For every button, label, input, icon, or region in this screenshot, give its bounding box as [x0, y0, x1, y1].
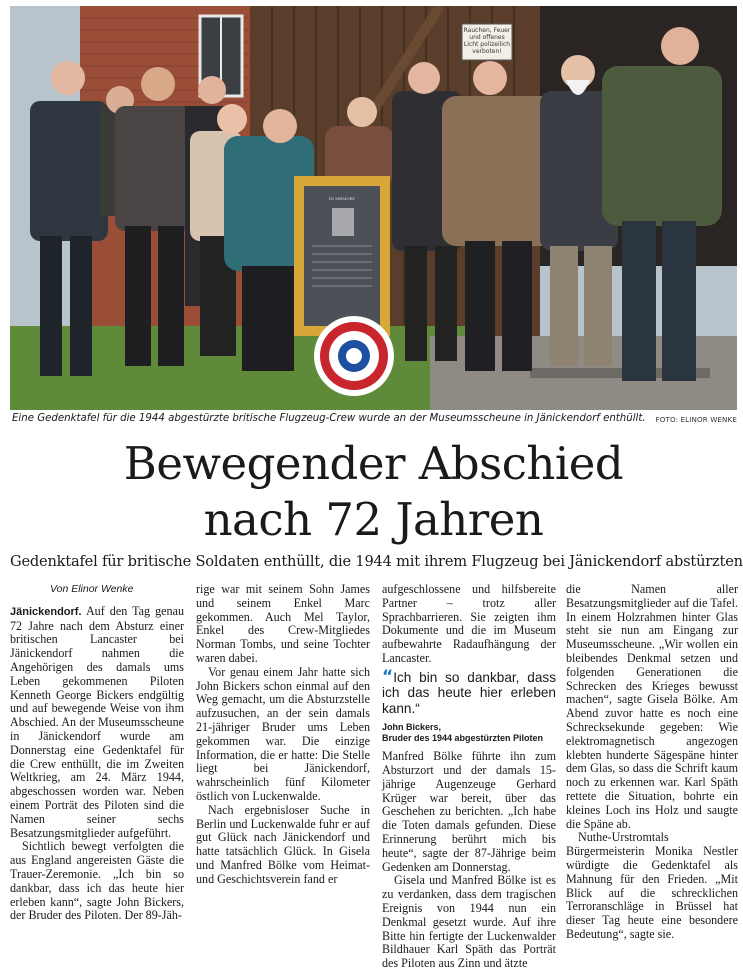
paragraph: Nach ergebnisloser Suche in Berlin und Luckenwalde fuhr er auf gut Glück nach Jänickendorf und hatte tatsächlich Glück. In Gisela und Manfred Bölke vom Heimat- und Geschichtsverein fand er [196, 802, 370, 886]
svg-text:Rauchen, Feuer: Rauchen, Feuer [463, 27, 511, 34]
pull-quote-role: Bruder des 1944 abgestürzten Piloten [382, 733, 544, 744]
wreath [314, 316, 394, 396]
memorial-group-photo [10, 6, 737, 410]
paragraph: Manfred Bölke führte ihn zum Absturzort und der damals 15-jährige Augenzeuge Gerhard Krüger war bereit, über das Geschehen zu berichten. „Ich habe die Toten damals gefunden. Diese Erinnerung berührt mich bis heute“, sagte der 87-Jährige beim Gedenken am Donnerstag. [382, 749, 556, 874]
warning-sign [462, 24, 512, 60]
paragraph: aufgeschlossene und hilfsbereite Partner – trotz aller Sprachbarrieren. Sie zeigten ihm Dokumente und die im Museum aufbewahrte Radaufhängung der Lancaster. [382, 582, 556, 665]
article-column-3 [382, 583, 556, 971]
article-column-2 [196, 583, 370, 887]
paragraph: Nuthe-Urstromtals Bürgermeisterin Monika Nestler würdigte die Gedenktafel als Mahnung für den Frieden. „Mit Blick auf die schrecklichen Terroranschläge in Brüssel hat dieser Tag heute eine besondere Bedeutung“, sagte sie. [566, 830, 738, 941]
article-column-4 [566, 583, 738, 942]
svg-text:verboten!: verboten! [472, 48, 502, 55]
pull-quote-name: John Bickers, [382, 722, 442, 733]
svg-text:Licht polizeilich: Licht polizeilich [463, 41, 511, 48]
article-column-1 [10, 583, 184, 923]
paragraph: rige war mit seinem Sohn James und seinem Enkel Marc gekommen. Auch Mel Taylor, Enkel des Crew-Mitgliedes Norman Tombs, und seine Tochter waren dabei. [196, 582, 370, 665]
pull-quote-text: “Ich bin so dankbar, dass ich das heute hier erleben kann.“ [382, 666, 556, 716]
svg-text:und offenes: und offenes [469, 34, 505, 41]
photo-caption: Eine Gedenktafel für die 1944 abgestürzte britische Flugzeug-Crew wurde an der Museumsscheune in Jänickendorf enthüllt. [12, 413, 646, 424]
photo-credit: FOTO: ELINOR WENKE [655, 415, 737, 424]
memorial-plaque [294, 176, 390, 336]
byline: Von Elinor Wenke [50, 583, 134, 595]
pull-quote [382, 666, 556, 745]
photo-caption-row [10, 413, 737, 429]
headline-line-2: nach 72 Jahren [203, 493, 544, 546]
article-photo [10, 6, 737, 410]
svg-text:IN MEMORY: IN MEMORY [328, 196, 356, 201]
paragraph: Sichtlich bewegt verfolgten die aus England angereisten Gäste die Trauer-Zeremonie. „Ich bin so dankbar, dass ich das heute hier erleben kann“, sagte John Bickers, der Bruder des Piloten. Der 89-Jäh- [10, 839, 184, 923]
quote-mark-icon: “ [382, 666, 394, 687]
dateline: Jänickendorf. [10, 605, 82, 618]
paragraph [10, 605, 184, 841]
pull-quote-attribution [382, 722, 556, 744]
paragraph: die Namen aller Besatzungsmitglieder auf die Tafel. In einem Holzrahmen hinter Glas steht sie nun am Eingang zur Museumsscheune. „Wir wollen ein bleibendes Denkmal setzen und folgenden Generationen die Schrecken des Krieges bewusst machen“, sagte Gisela Bölke. Am Abend zuvor hatte es noch eine Schrecksekunde gegeben: Wie elektromagnetisch angezogen klebten hunderte Sägespäne hinter dem Glas, so dass die Schrift kaum noch zu erkennen war. Karl Späth rettete die Situation, bohrte ein kleines Loch ins Holz und saugte die Späne ab. [566, 582, 738, 831]
subheadline: Gedenktafel für britische Soldaten enthüllt, die 1944 mit ihrem Flugzeug bei Jänickendorf abstürzten [10, 553, 743, 570]
headline-line-1: Bewegender Abschied [123, 437, 624, 490]
paragraph-text: Auf den Tag genau 72 Jahre nach dem Absturz einer britischen Lancaster bei Jänickendorf nahmen die Angehörigen des damals ums Leben gekommenen Piloten Kenneth George Bickers endgültig und auf bewegende Weise von ihm Abschied. An der Museumsscheune in Jänickendorf wurde am Donnerstag eine Gedenktafel für die Crew enthüllt, die im Zweiten Weltkrieg, am 24. März 1944, abgeschossen worden war. Neben einem Porträt des Piloten sind die Namen seiner sechs Besatzungsmitglieder aufgeführt. [10, 603, 184, 840]
paragraph: Vor genau einem Jahr hatte sich John Bickers schon einmal auf den Weg gemacht, um die Absturzstelle aufzusuchen, an der sein damals 21-jähriger Bruder ums Leben gekommen war. Die einzige Information, die er hatte: Die Stelle liegt bei Jänickendorf, wahrscheinlich fünf Kilometer östlich von Luckenwalde. [196, 664, 370, 803]
headline [10, 436, 737, 548]
paragraph: Gisela und Manfred Bölke ist es zu verdanken, dass dem tragischen Ereignis von 1944 nun ein Denkmal gesetzt wurde. Auf ihre Bitte hin fertigte der Luckenwalder Bildhauer Karl Späth das Porträt des Piloten aus Zinn und ätzte [382, 873, 556, 971]
